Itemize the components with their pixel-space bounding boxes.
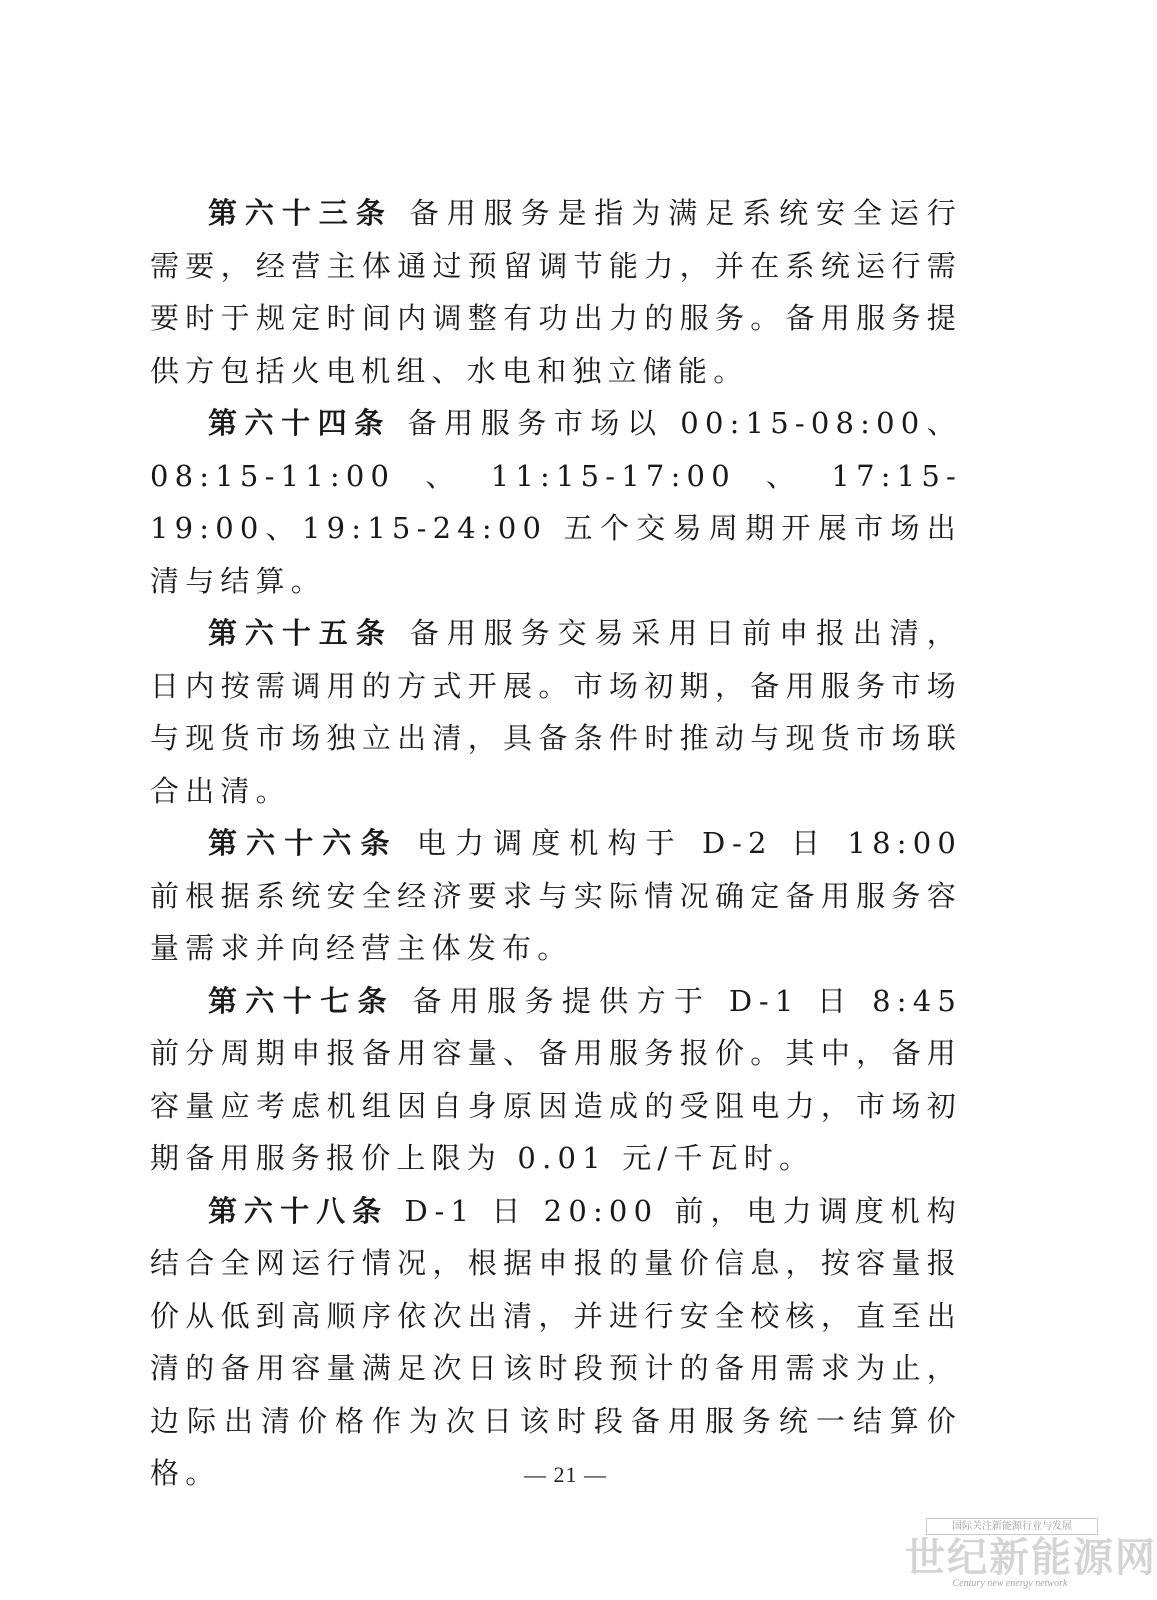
article-title: 第六十六条 [208, 826, 399, 860]
watermark-caption: 国际关注新能源行业与发展 [926, 1518, 1098, 1535]
article-title: 第六十五条 [208, 616, 393, 650]
article-text: 备用服务提供方于 D-1 日 8:45 前分周期申报备用容量、备用服务报价。其中，备用容量应考虑机组因自身原因造成的受阻电力，市场初期备用服务报价上限为 0.01 元/千瓦时。 [150, 983, 962, 1175]
article-65 [150, 607, 962, 817]
watermark-subtitle: Century new energy network [952, 1578, 1068, 1589]
watermark-title: 世纪新能源网 [905, 1534, 1157, 1581]
watermark-logo [905, 1518, 1157, 1592]
article-title: 第六十八条 [208, 1193, 389, 1228]
article-text: D-1 日 20:00 前，电力调度机构结合全网运行情况，根据申报的量价信息，按容量报价从低到高顺序依次出清，并进行安全校核，直至出清的备用容量满足次日该时段预计的备用需求为止，边际出清价格作为次日该时段备用服务统一结算价格。 [150, 1193, 962, 1490]
article-title: 第六十三条 [208, 196, 393, 230]
article-text: 备用服务是指为满足系统安全运行需要，经营主体通过预留调节能力，并在系统运行需要时于规定时间内调整有功出力的服务。备用服务提供方包括火电机组、水电和独立储能。 [150, 196, 962, 388]
article-68 [150, 1185, 962, 1500]
article-66 [150, 817, 962, 975]
article-64 [150, 397, 962, 607]
article-text: 电力调度机构于 D-2 日 18:00 前根据系统安全经济要求与实际情况确定备用服务容量需求并向经营主体发布。 [150, 826, 962, 965]
article-63 [150, 187, 962, 397]
article-text: 备用服务市场以 00:15-08:00、08:15-11:00、11:15-17:00、17:15-19:00、19:15-24:00 五个交易周期开展市场出清与结算。 [150, 406, 962, 598]
document-body [150, 187, 962, 1500]
article-text: 备用服务交易采用日前申报出清，日内按需调用的方式开展。市场初期，备用服务市场与现货市场独立出清，具备条件时推动与现货市场联合出清。 [150, 616, 962, 808]
article-67 [150, 975, 962, 1185]
page-number: — 21 — [524, 1462, 607, 1487]
article-title: 第六十四条 [208, 406, 391, 440]
article-title: 第六十七条 [208, 983, 395, 1018]
